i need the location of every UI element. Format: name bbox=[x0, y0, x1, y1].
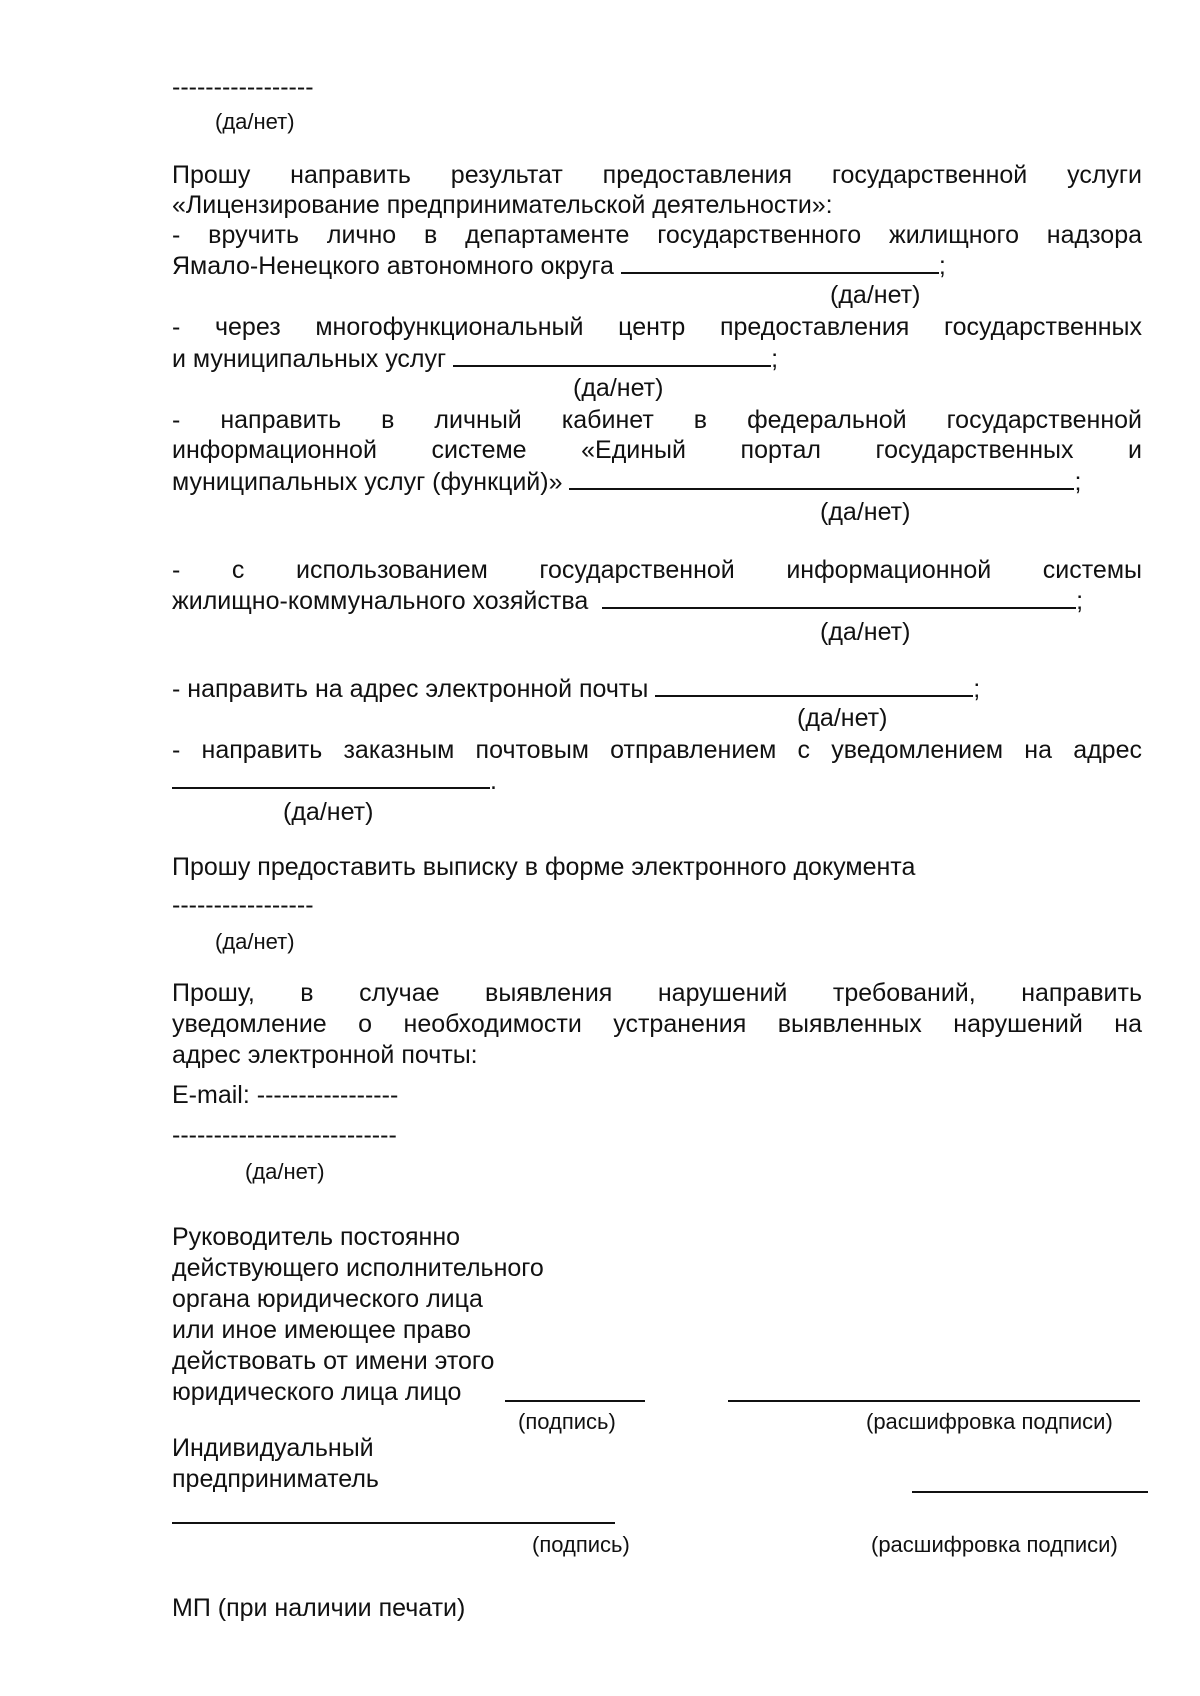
option-mfc-text: и муниципальных услуг bbox=[172, 345, 447, 373]
answer-dash: ----------------- bbox=[172, 891, 314, 919]
head-line-5: действовать от имени этого bbox=[172, 1347, 495, 1375]
semicolon: ; bbox=[771, 345, 779, 373]
option-mail-blank[interactable] bbox=[172, 765, 490, 789]
head-line-4: или иное имеющее право bbox=[172, 1316, 472, 1344]
option-email-blank[interactable] bbox=[655, 673, 973, 697]
option-portal-line2: информационной системе «Единый портал государственных и bbox=[172, 436, 1142, 464]
semicolon: ; bbox=[938, 252, 946, 280]
option-portal-blank[interactable] bbox=[569, 466, 1074, 490]
email-label: E-mail: bbox=[172, 1081, 250, 1109]
option-mfc-blank[interactable] bbox=[453, 343, 771, 367]
option-gis-line1: - с использованием государственной информационной системы bbox=[172, 556, 1142, 584]
violations-line3: адрес электронной почты: bbox=[172, 1041, 478, 1069]
extract-request: Прошу предоставить выписку в форме электронного документа bbox=[172, 853, 916, 881]
stamp-note: МП (при наличии печати) bbox=[172, 1594, 466, 1622]
head-line-3: органа юридического лица bbox=[172, 1285, 483, 1313]
ie-signature-line[interactable] bbox=[172, 1522, 615, 1524]
signature-caption: (подпись) bbox=[518, 1409, 616, 1434]
yes-no-caption: (да/нет) bbox=[245, 1159, 325, 1184]
option-email-text: - направить на адрес электронной почты bbox=[172, 675, 649, 703]
option-personal-blank[interactable] bbox=[621, 250, 939, 274]
request-result-line2: «Лицензирование предпринимательской деятельности»: bbox=[172, 191, 833, 219]
answer-dash-top: ----------------- bbox=[172, 73, 314, 101]
decoding-caption: (расшифровка подписи) bbox=[871, 1532, 1118, 1557]
request-result-line1: Прошу направить результат предоставления государственной услуги bbox=[172, 161, 1142, 189]
signature-caption: (подпись) bbox=[532, 1532, 630, 1557]
semicolon: ; bbox=[1076, 587, 1084, 615]
option-portal-text: муниципальных услуг (функций)» bbox=[172, 468, 563, 496]
option-gis-blank[interactable] bbox=[602, 585, 1076, 609]
violations-line1: Прошу, в случае выявления нарушений требований, направить bbox=[172, 979, 1142, 1007]
head-line-1: Руководитель постоянно bbox=[172, 1223, 461, 1251]
semicolon: ; bbox=[973, 675, 981, 703]
option-portal-line1: - направить в личный кабинет в федеральной государственной bbox=[172, 406, 1142, 434]
email-dash: ----------------- bbox=[256, 1081, 399, 1109]
option-personal-line1: - вручить лично в департаменте государственного жилищного надзора bbox=[172, 221, 1142, 249]
head-decoding-line[interactable] bbox=[728, 1400, 1140, 1402]
decoding-caption: (расшифровка подписи) bbox=[866, 1409, 1113, 1434]
yes-no-caption: (да/нет) bbox=[820, 498, 911, 526]
yes-no-caption: (да/нет) bbox=[820, 618, 911, 646]
option-mfc-line1: - через многофункциональный центр предоставления государственных bbox=[172, 313, 1142, 341]
answer-dash-long: --------------------------- bbox=[172, 1121, 397, 1149]
ie-decoding-line[interactable] bbox=[912, 1491, 1148, 1493]
yes-no-caption: (да/нет) bbox=[797, 704, 888, 732]
violations-line2: уведомление о необходимости устранения выявленных нарушений на bbox=[172, 1010, 1142, 1038]
option-mail-line1: - направить заказным почтовым отправлением с уведомлением на адрес bbox=[172, 736, 1142, 764]
yes-no-caption: (да/нет) bbox=[573, 374, 664, 402]
yes-no-caption: (да/нет) bbox=[215, 109, 295, 134]
semicolon: ; bbox=[1074, 468, 1082, 496]
yes-no-caption: (да/нет) bbox=[830, 281, 921, 309]
ie-line-2: предприниматель bbox=[172, 1465, 379, 1493]
option-personal-line2 bbox=[172, 250, 946, 281]
head-line-2: действующего исполнительного bbox=[172, 1254, 544, 1282]
ie-line-1: Индивидуальный bbox=[172, 1434, 374, 1462]
yes-no-caption: (да/нет) bbox=[283, 798, 374, 826]
head-line-6: юридического лица лицо bbox=[172, 1378, 462, 1406]
option-personal-text: Ямало-Ненецкого автономного округа bbox=[172, 252, 614, 280]
head-signature-line[interactable] bbox=[505, 1400, 645, 1402]
yes-no-caption: (да/нет) bbox=[215, 929, 295, 954]
option-gis-text: жилищно-коммунального хозяйства bbox=[172, 587, 589, 615]
period: . bbox=[490, 767, 497, 795]
